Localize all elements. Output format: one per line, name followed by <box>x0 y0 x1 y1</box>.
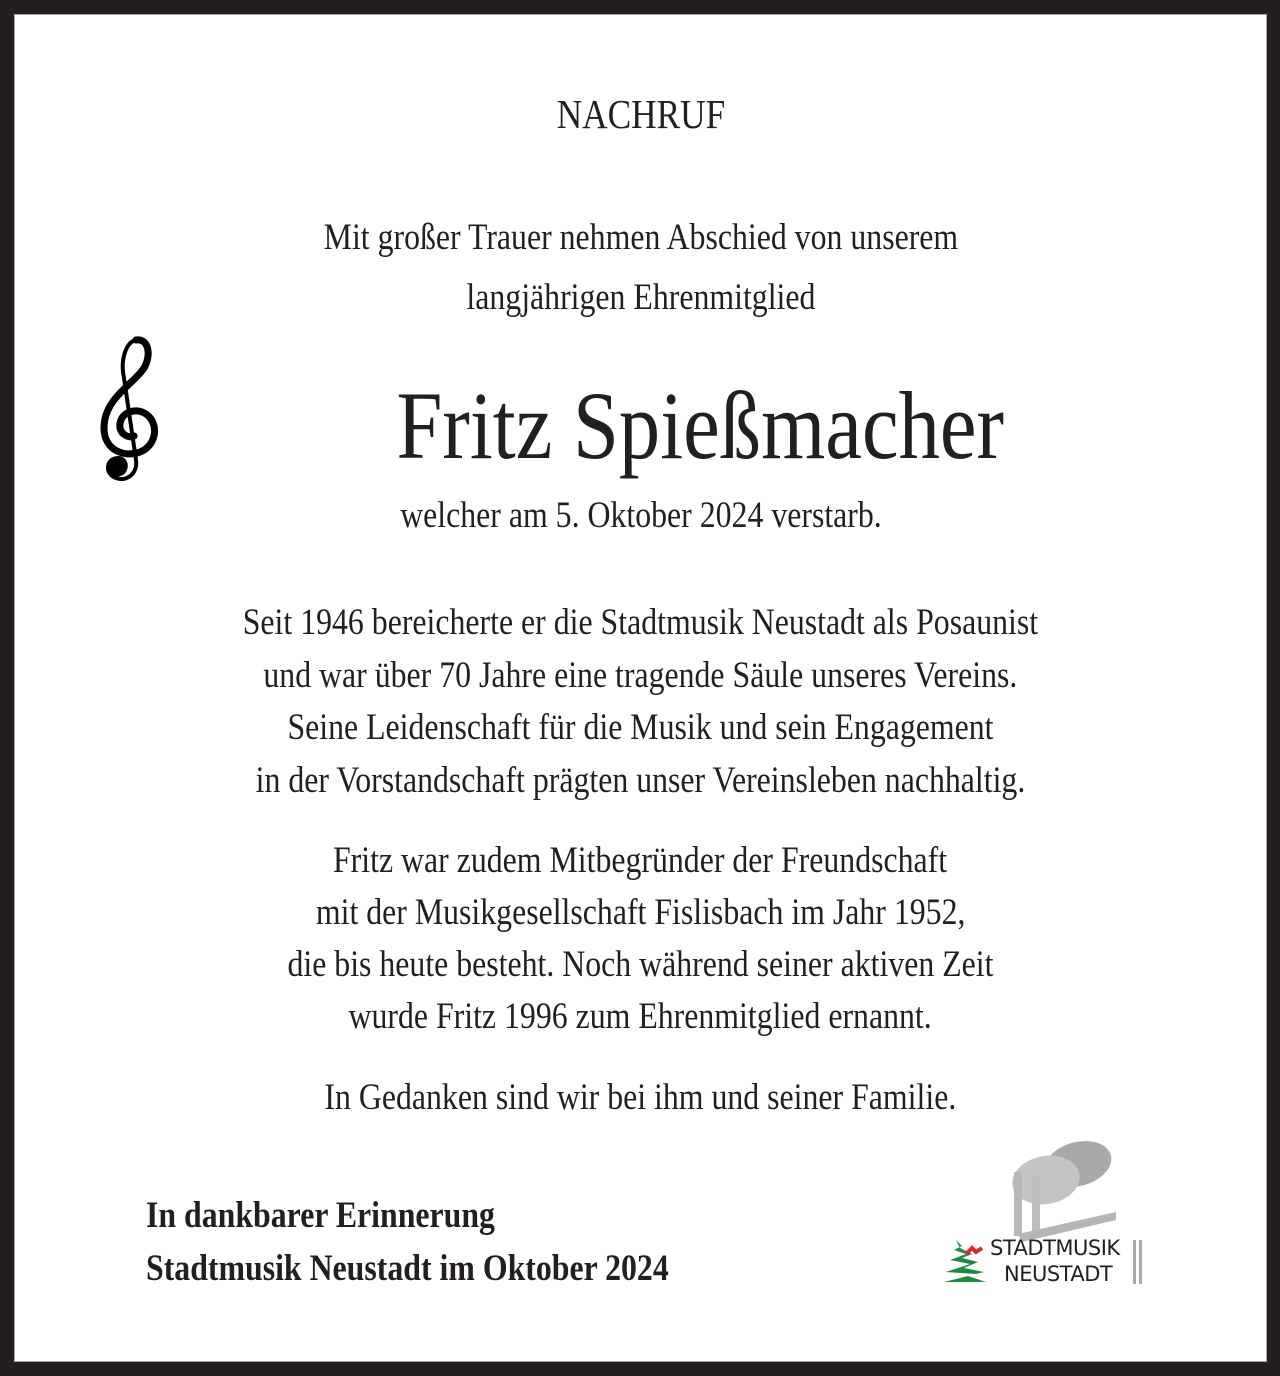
signoff-line-1: In dankbarer Erinnerung <box>146 1195 495 1236</box>
logo-text-line-2: NEUSTADT <box>1004 1262 1113 1286</box>
paragraph1-line-4: in der Vorstandschaft prägten unser Vereinsleben nachhaltig. <box>255 760 1026 801</box>
paragraph2-line-2: mit der Musikgesellschaft Fislisbach im Jahr 1952, <box>315 892 966 933</box>
logo-text-line-1: STADTMUSIK <box>990 1236 1120 1260</box>
obituary-notice <box>14 14 1267 1362</box>
death-date-line: welcher am 5. Oktober 2024 verstarb. <box>399 495 882 536</box>
paragraph2-line-1: Fritz war zudem Mitbegründer der Freundschaft <box>333 840 948 881</box>
deceased-name: Fritz Spießmacher <box>396 372 1005 479</box>
signoff-line-2: Stadtmusik Neustadt im Oktober 2024 <box>146 1248 669 1289</box>
intro-line-1: Mit großer Trauer nehmen Abschied von unserem <box>323 217 958 258</box>
notice-heading: NACHRUF <box>556 91 725 137</box>
paragraph1-line-3: Seine Leidenschaft für die Musik und sein Engagement <box>287 707 994 748</box>
paragraph2-line-4: wurde Fritz 1996 zum Ehrenmitglied ernannt. <box>348 996 933 1037</box>
closing-line: In Gedanken sind wir bei ihm und seiner Familie. <box>324 1077 957 1118</box>
intro-line-2: langjährigen Ehrenmitglied <box>465 277 816 318</box>
paragraph1-line-1: Seit 1946 bereicherte er die Stadtmusik Neustadt als Posaunist <box>242 602 1039 643</box>
paragraph1-line-2: und war über 70 Jahre eine tragende Säule unseres Vereins. <box>263 655 1018 696</box>
paragraph2-line-3: die bis heute besteht. Noch während seiner aktiven Zeit <box>287 944 994 985</box>
stadtmusik-neustadt-logo <box>926 1136 1146 1286</box>
